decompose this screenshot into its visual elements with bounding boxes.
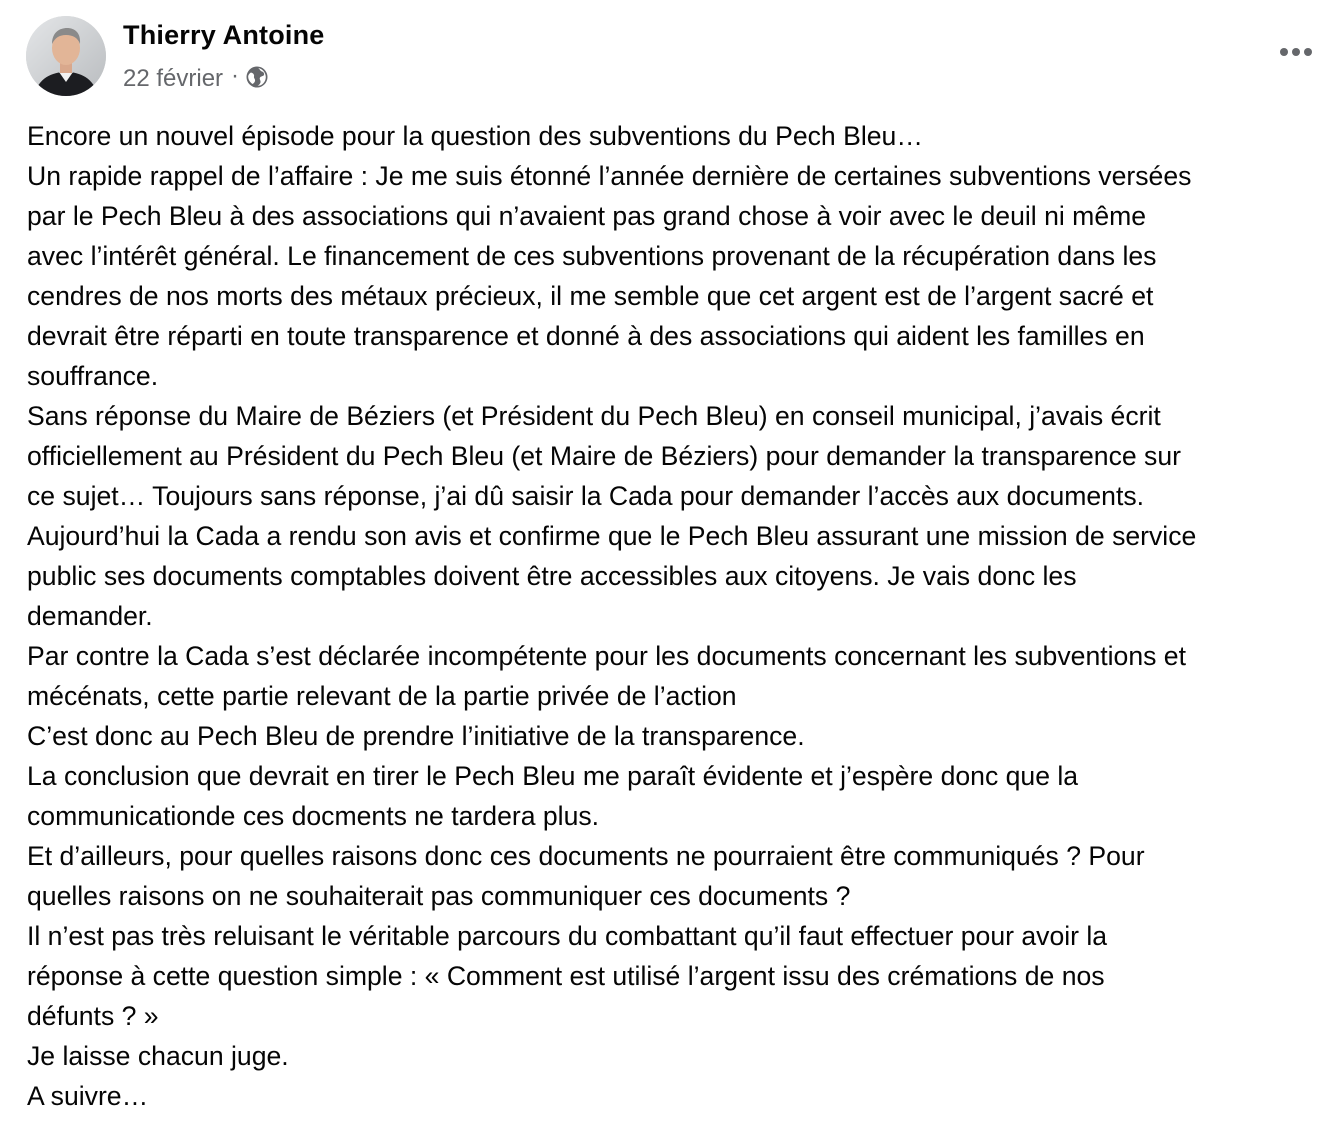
post-text-line: Il n’est pas très reluisant le véritable parcours du combattant qu’il faut effectuer pour avoir la [27,921,1108,951]
post-text-line: par le Pech Bleu à des associations qui n’avaient pas grand chose à voir avec le deuil ni même [27,201,1147,231]
post-text-line: cendres de nos morts des métaux précieux, il me semble que cet argent est de l’argent sacré et [27,281,1154,311]
post-text-line: Et d’ailleurs, pour quelles raisons donc ces documents ne pourraient être communiqués ? Pour [27,841,1145,871]
post-text-line: Je laisse chacun juge. [27,1041,289,1071]
post-text-line: souffrance. [27,361,159,391]
post-text-line: quelles raisons on ne souhaiterait pas communiquer ces documents ? [27,881,851,911]
post-text-line: Un rapide rappel de l’affaire : Je me suis étonné l’année dernière de certaines subventions versées [27,161,1192,191]
author-avatar[interactable] [26,16,106,96]
meta-separator: · [231,62,240,89]
post-text-line: Sans réponse du Maire de Béziers (et Président du Pech Bleu) en conseil municipal, j’avais écrit [27,401,1161,431]
post-text-line: réponse à cette question simple : « Comment est utilisé l’argent issu des crémations de nos [27,961,1105,991]
post-text-line: Par contre la Cada s’est déclarée incompétente pour les documents concernant les subventions et [27,641,1186,671]
post-text-line: A suivre… [27,1081,149,1111]
avatar-photo [26,16,106,96]
post-text-line: avec l’intérêt général. Le financement de ces subventions provenant de la récupération dans les [27,241,1157,271]
post-date[interactable]: 22 février [123,65,224,92]
post-text-line: mécénats, cette partie relevant de la partie privée de l’action [27,681,737,711]
post-text-line: devrait être réparti en toute transparence et donné à des associations qui aident les familles en [27,321,1145,351]
more-options-icon[interactable] [1276,38,1316,66]
author-name[interactable]: Thierry Antoine [123,20,325,50]
globe-icon[interactable] [245,65,269,89]
post-meta [123,64,269,94]
post-text [27,116,1327,1116]
post-text-line: Encore un nouvel épisode pour la question des subventions du Pech Bleu… [27,121,923,151]
post-text-line: C’est donc au Pech Bleu de prendre l’initiative de la transparence. [27,721,805,751]
post-text-line: défunts ? » [27,1001,159,1031]
post-text-line: communicationde ces docments ne tardera plus. [27,801,600,831]
post-text-line: public ses documents comptables doivent être accessibles aux citoyens. Je vais donc les [27,561,1077,591]
post-text-line: Aujourd’hui la Cada a rendu son avis et confirme que le Pech Bleu assurant une mission de service [27,521,1197,551]
post-header [26,16,1316,96]
post-text-line: demander. [27,601,153,631]
post-text-line: officiellement au Président du Pech Bleu (et Maire de Béziers) pour demander la transparence sur [27,441,1181,471]
post-text-line: ce sujet… Toujours sans réponse, j’ai dû saisir la Cada pour demander l’accès aux documents. [27,481,1145,511]
post-text-line: La conclusion que devrait en tirer le Pech Bleu me paraît évidente et j’espère donc que la [27,761,1079,791]
